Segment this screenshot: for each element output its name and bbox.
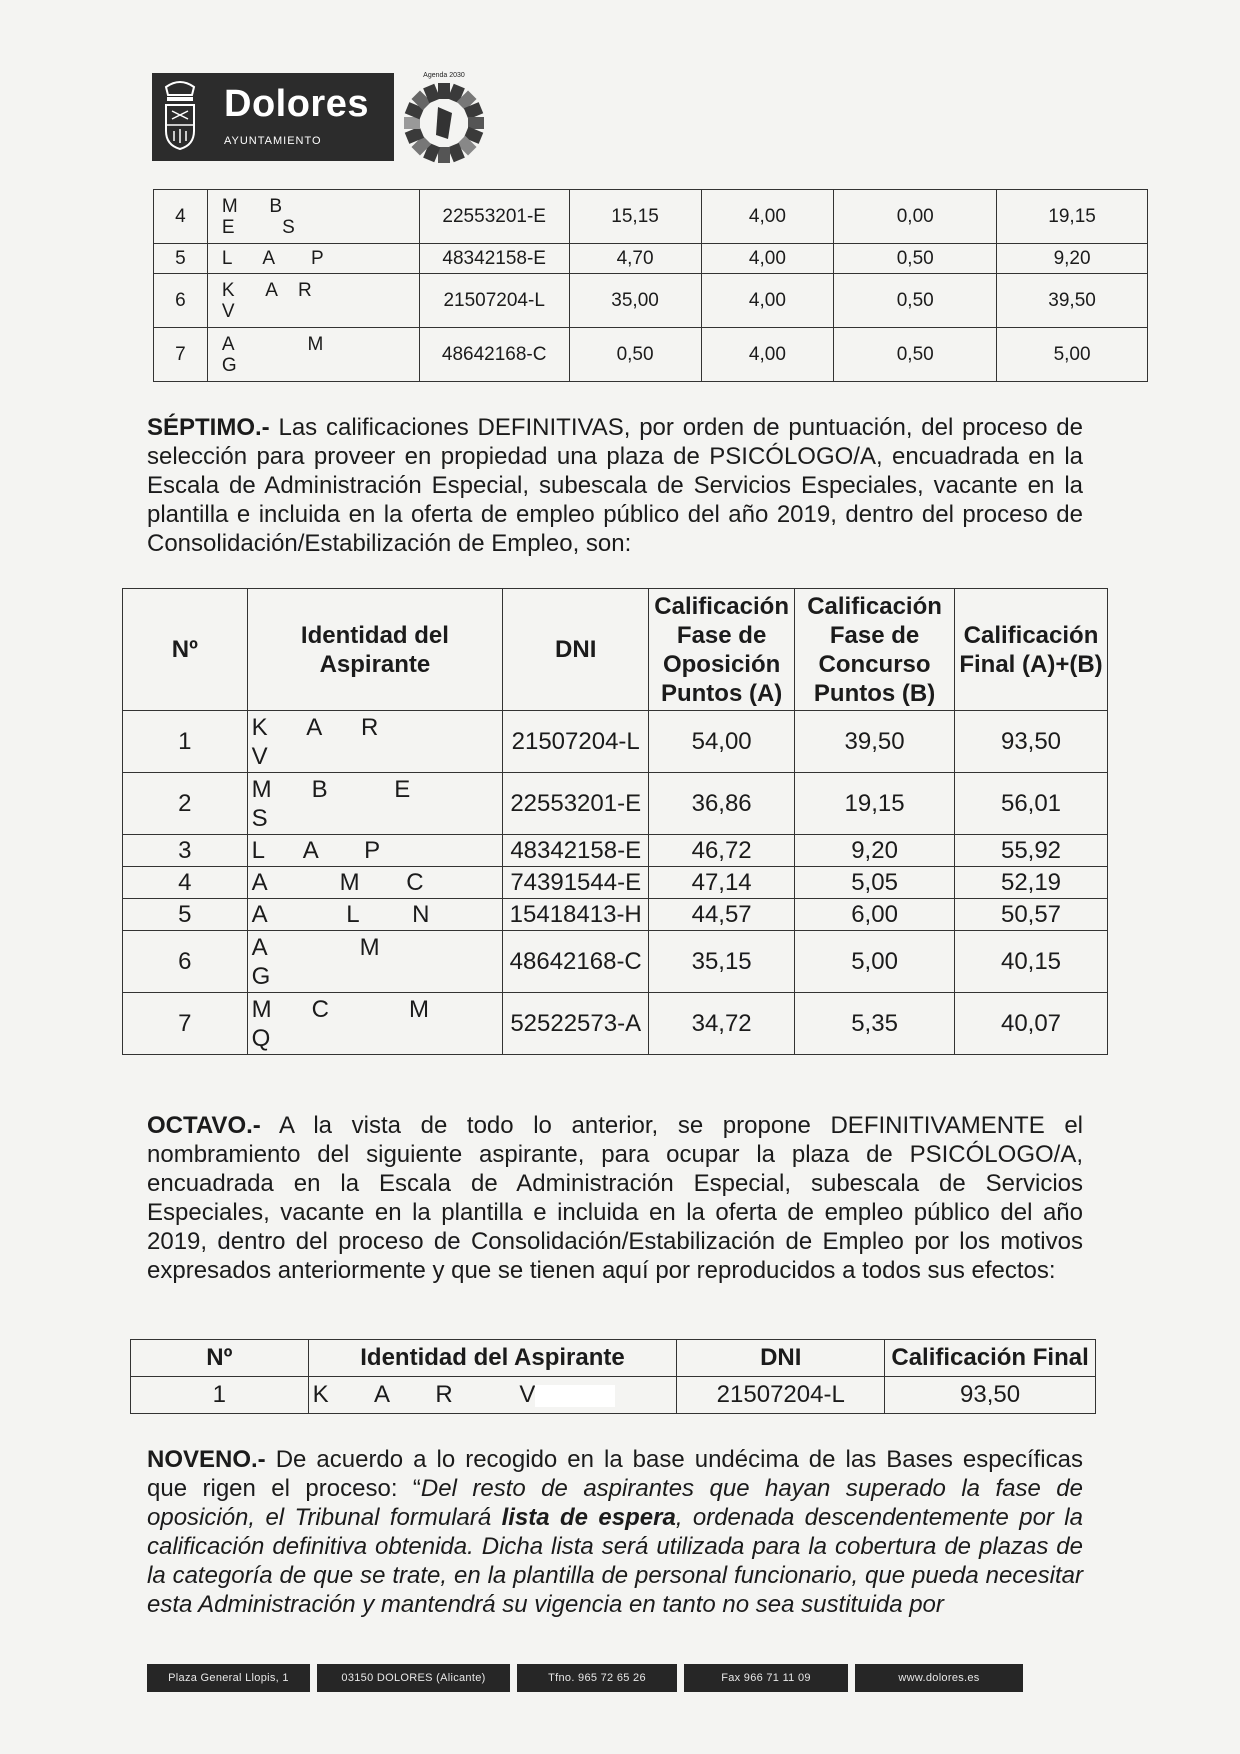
table-row [123,867,1108,899]
name-line-1: A M C [251,869,424,896]
cell-score-b: 4,00 [701,244,834,274]
header-num: Nº [131,1340,309,1377]
cell-dni: 48642168-C [503,931,649,993]
cell-score-b: 5,00 [795,931,955,993]
cell-dni: 21507204-L [419,274,569,328]
cell-total: 50,57 [955,899,1108,931]
septimo-heading: SÉPTIMO.- [147,414,270,441]
table-row [154,328,1148,382]
cell-score-a: 36,86 [649,773,795,835]
cell-name [207,274,419,328]
name-line-1: K A R [251,713,379,741]
logo-title: Dolores [224,83,369,125]
header-dni: DNI [503,589,649,711]
cell-score-c: 0,50 [834,274,997,328]
footer-city: 03150 DOLORES (Alicante) [317,1664,510,1692]
cell-dni: 15418413-H [503,899,649,931]
cell-total: 39,50 [997,274,1148,328]
name-line-2: V [221,300,235,322]
cell-score-a: 46,72 [649,835,795,867]
cell-score-b: 5,05 [795,867,955,899]
septimo-text: Las calificaciones DEFINITIVAS, por orden de puntuación, del proceso de selección para proveer en propiedad una plaza de PSICÓLOGO/A, encuadrada en la Escala de Administración Especial, subescala de Servicios Especiales, vacante en la plantilla e incluida en la oferta de empleo público del año 2019, dentro del proceso de Consolidación/Estabilización de Empleo, son: [147,414,1083,557]
cell-dni: 21507204-L [677,1377,885,1414]
cell-num: 1 [131,1377,309,1414]
cell-score-a: 34,72 [649,993,795,1055]
table-row [131,1377,1096,1414]
cell-dni: 48642168-C [419,328,569,382]
redaction-block [535,1385,615,1407]
footer-phone: Tfno. 965 72 65 26 [517,1664,677,1692]
cell-num: 7 [154,328,208,382]
dolores-logo [152,73,394,161]
cell-dni: 52522573-A [503,993,649,1055]
cell-num: 2 [123,773,248,835]
header-identity: Identidad del Aspirante [308,1340,677,1377]
cell-name [207,190,419,244]
crest-icon [160,79,200,155]
cell-num: 3 [123,835,248,867]
name-line-1: L A P [251,837,381,864]
cell-score-a: 0,50 [569,328,701,382]
cell-name: K A R V [312,1381,536,1408]
agenda-label: Agenda 2030 [423,72,465,79]
noveno-quote-1: Del resto de aspirantes que hayan superado la fase de oposición, el Tribunal formulará [147,1475,1083,1531]
header-num: Nº [123,589,248,711]
footer-web: www.dolores.es [855,1664,1023,1692]
footer-fax: Fax 966 71 11 09 [684,1664,848,1692]
cell-name [247,899,503,931]
name-line-1: M B E [251,775,411,803]
table-row [123,835,1108,867]
cell-score-a: 54,00 [649,711,795,773]
cell-score-a: 44,57 [649,899,795,931]
name-line-1: M B [221,195,283,217]
table-row [154,244,1148,274]
table-row [154,190,1148,244]
cell-score-b: 19,15 [795,773,955,835]
noveno-paragraph [147,1445,1083,1619]
cell-score-b: 4,00 [701,328,834,382]
name-line-2: V [251,742,268,770]
cell-score-a: 15,15 [569,190,701,244]
header-dni: DNI [677,1340,885,1377]
cell-total: 5,00 [997,328,1148,382]
name-line-1: M C M [251,995,429,1023]
cell-dni: 48342158-E [419,244,569,274]
cell-total: 56,01 [955,773,1108,835]
header-oposicion: Calificación Fase de Oposición Puntos (A) [649,589,795,711]
cell-num: 4 [123,867,248,899]
cell-score-a: 47,14 [649,867,795,899]
cell-name [207,244,419,274]
cell-score-c: 0,50 [834,244,997,274]
cell-score-b: 4,00 [701,274,834,328]
name-line-1: A M [251,933,380,961]
footer-address: Plaza General Llopis, 1 [147,1664,310,1692]
cell-total: 40,15 [955,931,1108,993]
header-final: Calificación Final (A)+(B) [955,589,1108,711]
cell-dni: 48342158-E [503,835,649,867]
table-row [123,899,1108,931]
name-line-1: L A P [221,248,324,269]
logo-subtitle: AYUNTAMIENTO [224,135,322,147]
cell-score-b: 4,00 [701,190,834,244]
cell-score-b: 39,50 [795,711,955,773]
cell-score-c: 0,50 [834,328,997,382]
octavo-heading: OCTAVO.- [147,1112,261,1139]
cell-total: 52,19 [955,867,1108,899]
cell-name [207,328,419,382]
final-scores-table [122,588,1108,1055]
cell-total: 93,50 [955,711,1108,773]
cell-name [247,711,503,773]
header-final: Calificación Final [885,1340,1096,1377]
table-row [154,274,1148,328]
noveno-quote-2: , ordenada descendentemente por la calificación definitiva obtenida. Dicha lista será utilizada para la cobertura de plazas de la categoría de que se trate, en la plantilla de personal funcionario, que pueda necesitar esta Administración y mantendrá su vigencia en tanto no sea sustituida por [147,1504,1083,1618]
cell-final: 93,50 [885,1377,1096,1414]
cell-total: 9,20 [997,244,1148,274]
name-line-2: G [221,354,237,376]
table-header-row [123,589,1108,711]
table-row [123,931,1108,993]
cell-score-b: 9,20 [795,835,955,867]
cell-total: 55,92 [955,835,1108,867]
table-header-row [131,1340,1096,1377]
noveno-text: De acuerdo a lo recogido en la base undécima de las Bases específicas que rigen el proceso: “ [147,1446,1083,1502]
selected-candidate-table [130,1339,1096,1414]
name-line-2: E S [221,216,295,238]
name-line-2: G [251,962,271,990]
name-line-1: A L N [251,901,430,928]
noveno-heading: NOVENO.- [147,1446,266,1473]
agenda-2030-icon [398,68,490,166]
septimo-paragraph [147,413,1083,558]
cell-num: 6 [154,274,208,328]
cell-total: 19,15 [997,190,1148,244]
cell-dni: 22553201-E [503,773,649,835]
cell-dni: 74391544-E [503,867,649,899]
cell-score-a: 35,15 [649,931,795,993]
cell-num: 7 [123,993,248,1055]
table-row [123,711,1108,773]
cell-num: 5 [123,899,248,931]
name-line-2: Q [251,1024,271,1052]
cell-dni: 22553201-E [419,190,569,244]
cell-score-a: 35,00 [569,274,701,328]
previous-scores-table [153,189,1148,382]
cell-num: 6 [123,931,248,993]
table-row [123,773,1108,835]
name-line-2: S [251,804,268,832]
cell-score-b: 5,35 [795,993,955,1055]
noveno-quote-bold: lista de espera [501,1504,676,1531]
name-line-1: A M [221,333,324,355]
cell-name [247,773,503,835]
header-concurso: Calificación Fase de Concurso Puntos (B) [795,589,955,711]
octavo-text: A la vista de todo lo anterior, se propone DEFINITIVAMENTE el nombramiento del siguiente aspirante, para ocupar la plaza de PSICÓLOGO/A, encuadrada en la Escala de Administración Especial, subescala de Servicios Especiales, vacante en la plantilla e incluida en la oferta de empleo público del año 2019, dentro del proceso de Consolidación/Estabilización de Empleo por los motivos expresados anteriormente y que se tienen aquí por reproducidos a todos sus efectos: [147,1112,1083,1284]
cell-num: 4 [154,190,208,244]
cell-name [247,835,503,867]
cell-num: 5 [154,244,208,274]
cell-dni: 21507204-L [503,711,649,773]
header-identity: Identidad del Aspirante [247,589,503,711]
name-line-1: K A R [221,279,312,301]
cell-score-b: 6,00 [795,899,955,931]
cell-name [247,993,503,1055]
cell-name [247,867,503,899]
cell-name [247,931,503,993]
cell-score-a: 4,70 [569,244,701,274]
octavo-paragraph [147,1111,1083,1285]
footer-bar [147,1664,1023,1692]
cell-total: 40,07 [955,993,1108,1055]
cell-num: 1 [123,711,248,773]
cell-score-c: 0,00 [834,190,997,244]
table-row [123,993,1108,1055]
